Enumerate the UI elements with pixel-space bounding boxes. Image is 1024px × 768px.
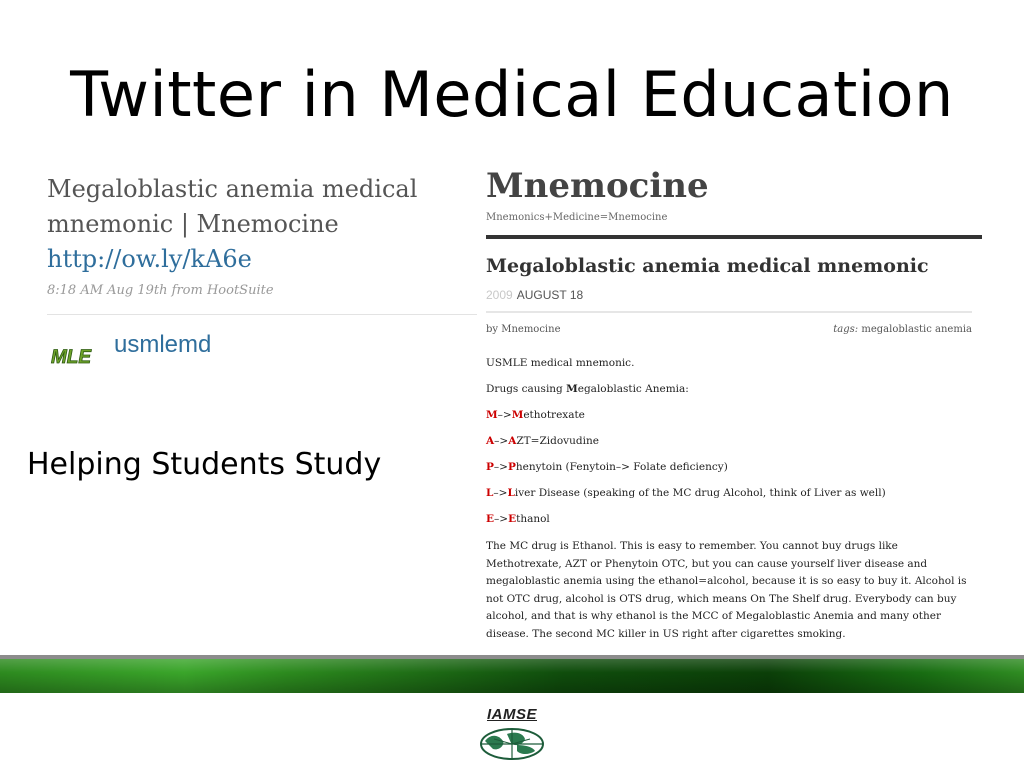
mnemonic-letter: P: [486, 461, 494, 473]
blog-header: [486, 166, 982, 223]
post-intro: USMLE medical mnemonic.: [486, 357, 635, 369]
mnemonic-rest: ethotrexate: [523, 409, 585, 421]
mnemonic-bold: P: [507, 461, 516, 473]
mnemonic-line: [486, 486, 972, 500]
mnemonic-rest: henytoin (Fenytoin–> Folate deficiency): [515, 461, 728, 473]
mnemonic-line: [486, 460, 972, 474]
iamse-logo: [472, 706, 552, 766]
tweet-card: [47, 172, 477, 298]
blog-name[interactable]: Mnemocine: [486, 166, 709, 206]
mnemonic-line: [486, 408, 972, 422]
mnemonic-letter: E: [486, 513, 495, 525]
post-date-year: 2009: [486, 288, 513, 302]
mnemonic-rest: iver Disease (speaking of the MC drug Alcohol, think of Liver as well): [514, 487, 886, 499]
footer-band: [0, 655, 1024, 693]
post-byline: by Mnemocine: [486, 324, 561, 335]
tags-label: tags:: [833, 324, 859, 335]
post-date: [486, 288, 583, 302]
mnemonic-rest: ZT=Zidovudine: [516, 435, 599, 447]
blog-header-rule: [486, 235, 982, 239]
mnemonic-bold: E: [508, 513, 517, 525]
tweet-link[interactable]: http://ow.ly/kA6e: [47, 245, 252, 273]
footer-shade: [0, 659, 1024, 693]
globe-icon: [477, 723, 547, 761]
post-paragraph: The MC drug is Ethanol. This is easy to remember. You cannot buy drugs like Methotrexate, AZT or Phenytoin OTC, but you can cause yourself liver disease and megaloblastic anemia using the ethanol=alcohol, because it is so easy to buy it. Alcohol is not OTC drug, alcohol is OTS drug, which means On The Shelf drug. Everybody can buy alcohol, and that is why ethanol is the MCC of Megaloblastic Anemia and many other disease. The second MC killer in US right after cigarettes smoking.: [486, 540, 967, 640]
mnemonic-arrow: –>: [494, 513, 509, 525]
post-drugs-heading: [486, 382, 972, 396]
mnemonic-letter: M: [486, 409, 498, 421]
mnemonic-line: [486, 512, 972, 526]
mnemonic-bold: L: [507, 487, 515, 499]
post-date-month-day: AUGUST 18: [516, 288, 584, 302]
drugs-pre: Drugs causing: [486, 383, 567, 395]
slide-subtitle: Helping Students Study: [27, 447, 382, 482]
mnemonic-letter: A: [486, 435, 495, 447]
post-rule: [486, 311, 972, 313]
post-body: [486, 356, 972, 644]
mnemonic-bold: M: [511, 409, 524, 421]
twitter-handle[interactable]: usmlemd: [114, 331, 212, 358]
tweet-divider: [47, 314, 477, 315]
avatar-text: MLE: [50, 347, 92, 368]
mnemonic-arrow: –>: [493, 487, 508, 499]
slide-title: Twitter in Medical Education: [70, 58, 954, 131]
drugs-bold: M: [566, 383, 578, 395]
mnemonic-arrow: –>: [497, 409, 512, 421]
mnemonic-line: [486, 434, 972, 448]
tags-value[interactable]: megaloblastic anemia: [861, 324, 972, 335]
mnemonic-arrow: –>: [493, 461, 508, 473]
logo-text: IAMSE: [486, 706, 537, 723]
avatar[interactable]: [47, 341, 95, 369]
mnemonic-rest: thanol: [516, 513, 550, 525]
mnemonic-bold: A: [508, 435, 517, 447]
tweet-text: Megaloblastic anemia medical mnemonic | Mnemocine: [47, 175, 418, 238]
post-title[interactable]: Megaloblastic anemia medical mnemonic: [486, 255, 929, 277]
blog-tagline: Mnemonics+Medicine=Mnemocine: [486, 212, 668, 223]
drugs-post: egaloblastic Anemia:: [577, 383, 689, 395]
mnemonic-letter: L: [486, 487, 494, 499]
tweet-timestamp: 8:18 AM Aug 19th from HootSuite: [47, 283, 274, 298]
mnemonic-arrow: –>: [494, 435, 509, 447]
post-tags: [833, 324, 972, 335]
